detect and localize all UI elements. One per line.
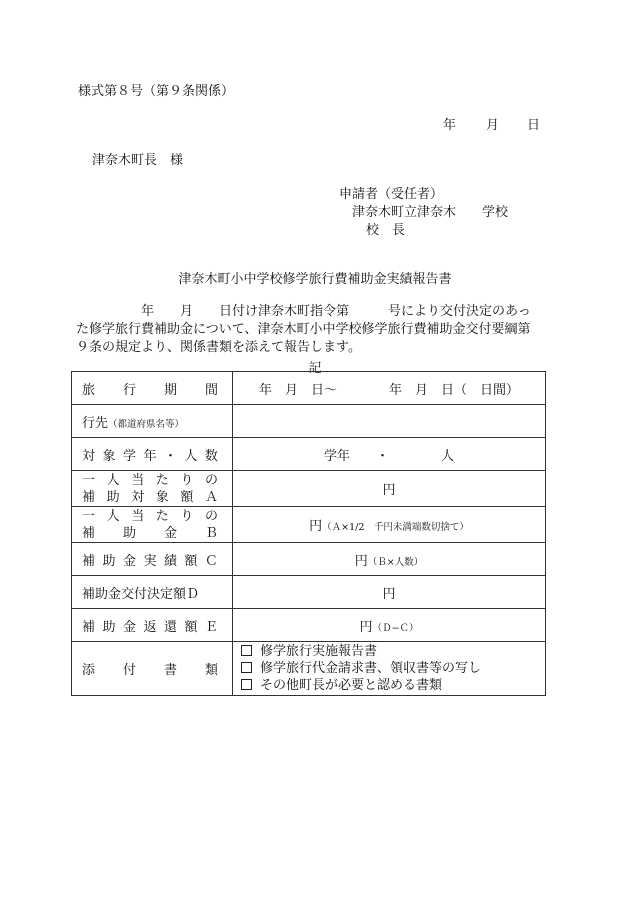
- subsidy-per-person-note: （Ａ×1/2 千円未満端数切捨て）: [322, 522, 469, 533]
- checkbox-icon[interactable]: [241, 645, 252, 656]
- attachment-item[interactable]: 修学旅行実施報告書: [241, 643, 545, 660]
- body-line: 年 月 日付け津奈木町指令第 号により交付決定のあっ: [76, 304, 531, 319]
- table-row-grade: [72, 438, 546, 471]
- attachments-list: [233, 642, 546, 696]
- date-month-label: 月: [486, 118, 500, 133]
- refund-note: （Ｄ−Ｃ）: [372, 622, 419, 634]
- body-line: ９条の規定より、関係書類を添えて報告します。: [76, 340, 361, 355]
- checkbox-icon[interactable]: [241, 679, 252, 690]
- checkbox-icon[interactable]: [241, 662, 252, 673]
- table-row-actual: [72, 543, 546, 576]
- destination-value[interactable]: [233, 405, 546, 438]
- ki-mark: 記: [308, 361, 322, 376]
- table-row-subsidy-per-person: [72, 507, 546, 543]
- period-value[interactable]: 年 月 日～ 年 月 日（ 日間）: [233, 372, 546, 405]
- applicant-label: 申請者（受任者）: [339, 187, 444, 202]
- attachment-item[interactable]: その他町長が必要と認める書類: [241, 677, 545, 694]
- table-row-period: [72, 372, 546, 405]
- form-number: 様式第８号（第９条関係）: [78, 84, 235, 99]
- period-label: 旅 行 期 間: [72, 372, 233, 405]
- table-row-decision: [72, 576, 546, 609]
- actual-note: （Ｂ×人数）: [367, 556, 424, 568]
- refund-value[interactable]: 円（Ｄ−Ｃ）: [233, 609, 546, 642]
- table-row-attachments: [72, 642, 546, 696]
- table-row-refund: [72, 609, 546, 642]
- report-body: [76, 303, 554, 357]
- actual-label: 補 助 金 実 績 額 Ｃ: [72, 543, 233, 576]
- subsidy-per-person-value[interactable]: 円（Ａ×1/2 千円未満端数切捨て）: [233, 507, 546, 543]
- applicant-principal: 校 長: [366, 223, 406, 238]
- attachment-item[interactable]: 修学旅行代金請求書、領収書等の写し: [241, 660, 545, 677]
- grade-value[interactable]: 学年 ・ 人: [233, 438, 546, 471]
- table-row-subsidy-target: [72, 471, 546, 507]
- table-row-destination: [72, 405, 546, 438]
- grade-label: 対 象 学 年 ・ 人 数: [72, 438, 233, 471]
- applicant-school: 津奈木町立津奈木 学校: [352, 205, 509, 220]
- destination-label: 行先（都道府県名等）: [72, 405, 233, 438]
- date-line: [443, 114, 540, 133]
- date-year-label: 年: [443, 118, 457, 133]
- decision-label: 補助金交付決定額Ｄ: [72, 576, 233, 609]
- refund-label: 補 助 金 返 還 額 Ｅ: [72, 609, 233, 642]
- actual-value[interactable]: 円（Ｂ×人数）: [233, 543, 546, 576]
- date-day-label: 日: [527, 118, 541, 133]
- attachments-label: 添 付 書 類: [72, 642, 233, 696]
- decision-value[interactable]: 円: [233, 576, 546, 609]
- addressee: 津奈木町長 様: [92, 153, 184, 168]
- document-title: 津奈木町小中学校修学旅行費補助金実績報告書: [178, 272, 452, 287]
- subsidy-target-value[interactable]: 円: [233, 471, 546, 507]
- body-line: た修学旅行費補助金について、津奈木町小中学校修学旅行費補助金交付要綱第: [76, 322, 531, 337]
- report-table: [71, 371, 546, 696]
- subsidy-per-person-label: 一 人 当 た り の 補 助 金 Ｂ: [72, 507, 233, 543]
- subsidy-target-label: 一 人 当 た り の 補 助 対 象 額 Ａ: [72, 471, 233, 507]
